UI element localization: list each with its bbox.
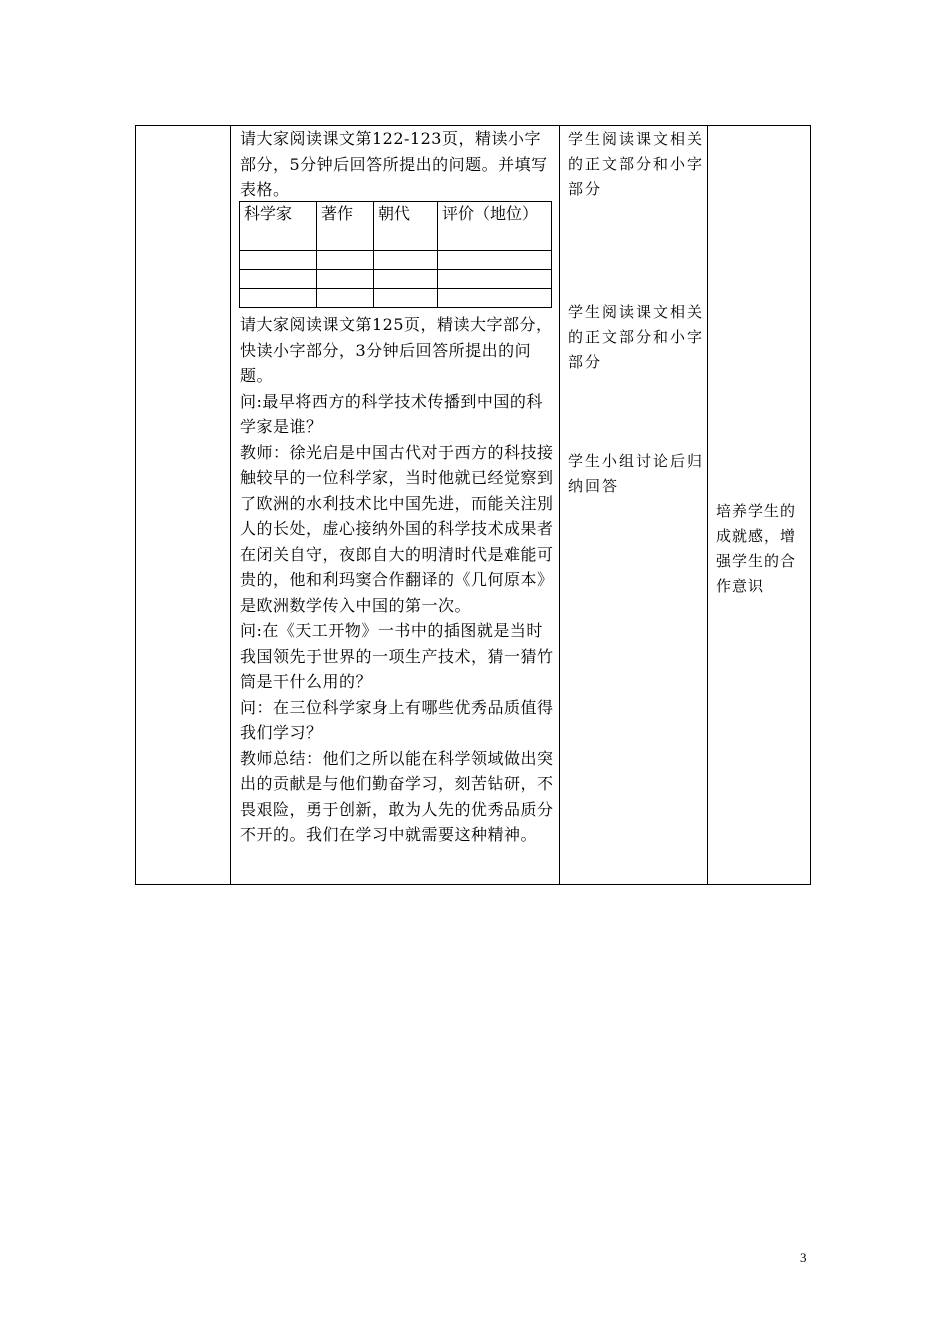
lesson-plan-table	[135, 125, 811, 885]
table-cell	[438, 289, 552, 308]
student-activity-3: 学生小组讨论后归纳回答	[568, 452, 705, 495]
column-divider	[707, 126, 708, 884]
question-2: 问:在《天工开物》一书中的插图就是当时我国领先于世界的一项生产技术，猜一猜竹筒是干什么用的？	[240, 621, 554, 691]
table-cell	[374, 270, 438, 289]
table-cell	[317, 289, 374, 308]
page-number: 3	[800, 1250, 807, 1265]
reading-instruction-1: 请大家阅读课文第122-123页，精读小字部分，5分钟后回答所提出的问题。并填写表格。	[240, 129, 548, 199]
teacher-summary: 教师总结：他们之所以能在科学领域做出突出的贡献是与他们勤奋学习，刻苦钻研，不畏艰险，勇于创新，敢为人先的优秀品质分不开的。我们在学习中就需要这种精神。	[240, 748, 554, 844]
table-cell	[374, 289, 438, 308]
table-cell	[240, 251, 317, 270]
question-1: 问:最早将西方的科学技术传播到中国的科学家是谁？	[240, 391, 543, 436]
table-row	[240, 251, 552, 270]
header-works: 著作	[317, 202, 374, 251]
table-cell	[317, 251, 374, 270]
table-cell	[317, 270, 374, 289]
table-cell	[240, 289, 317, 308]
table-row	[240, 270, 552, 289]
header-evaluation: 评价（地位）	[438, 202, 552, 251]
table-row	[240, 289, 552, 308]
table-cell	[374, 251, 438, 270]
table-cell	[240, 270, 317, 289]
teaching-activity-body	[240, 312, 556, 848]
teacher-explanation: 教师：徐光启是中国古代对于西方的科技接触较早的一位科学家，当时他就已经觉察到了欧洲的水利技术比中国先进，而能关注別人的长处，虚心接纳外国的科学技术成果者在闭关自守，夜郎自大的明清时代是难能可贵的，他和利玛窦合作翻译的《几何原本》是欧洲数学传入中国的第一次。	[240, 442, 554, 615]
header-scientist: 科学家	[240, 202, 317, 251]
header-dynasty: 朝代	[374, 202, 438, 251]
reading-instruction-2: 请大家阅读课文第125页，精读大字部分，快读小字部分，3分钟后回答所提出的问题。	[240, 315, 553, 385]
student-activity-1: 学生阅读课文相关的正文部分和小字部分	[568, 130, 705, 198]
table-cell	[438, 270, 552, 289]
teaching-activity-intro	[240, 126, 556, 203]
table-header-row	[240, 202, 552, 251]
design-intent: 培养学生的成就感，增强学生的合作意识	[716, 502, 797, 595]
scientist-table	[239, 201, 552, 308]
column-divider	[230, 126, 231, 884]
column-divider	[559, 126, 560, 884]
question-3: 问：在三位科学家身上有哪些优秀品质值得我们学习？	[240, 697, 554, 742]
table-cell	[438, 251, 552, 270]
student-activity-2: 学生阅读课文相关的正文部分和小字部分	[568, 303, 705, 371]
